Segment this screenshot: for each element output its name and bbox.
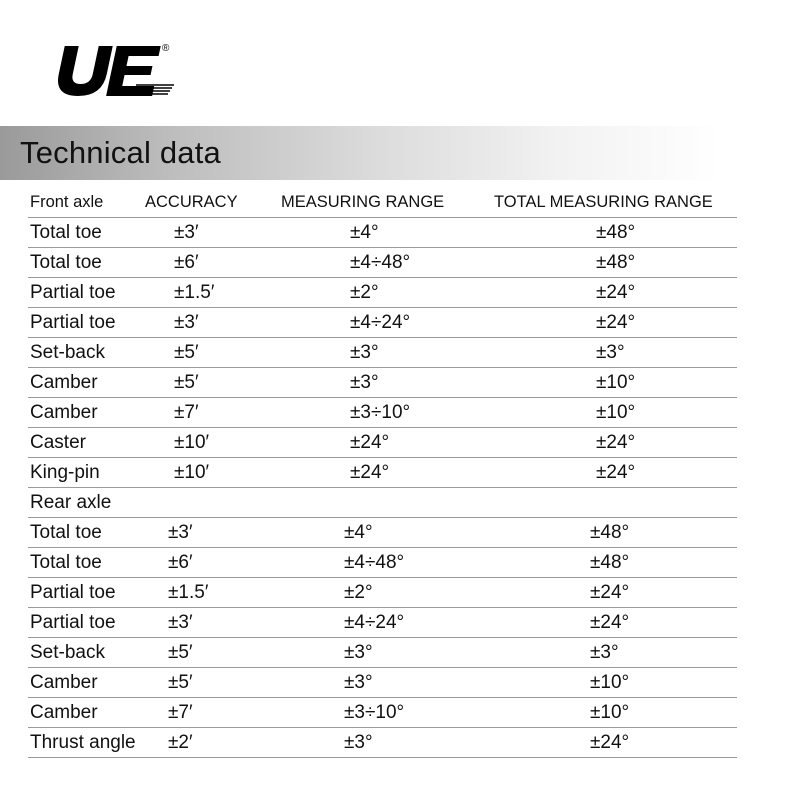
accuracy-cell: ±6′: [168, 552, 193, 573]
header-front-axle: Front axle: [30, 193, 104, 211]
measuring-range-cell: ±3÷10°: [344, 702, 405, 723]
measuring-range-cell: ±3°: [350, 372, 379, 393]
total-measuring-range-cell: ±48°: [596, 252, 636, 273]
measuring-range-cell: ±3°: [344, 672, 373, 693]
table-row: [28, 548, 737, 578]
accuracy-cell: ±3′: [168, 522, 193, 543]
parameter-cell: Camber: [30, 702, 98, 723]
measuring-range-cell: ±4÷48°: [344, 552, 405, 573]
measuring-range-cell: ±3÷10°: [350, 402, 411, 423]
measuring-range-cell: ±4°: [350, 222, 379, 243]
parameter-cell: Total toe: [30, 522, 102, 543]
accuracy-cell: ±5′: [174, 372, 199, 393]
parameter-cell: Camber: [30, 402, 98, 423]
total-measuring-range-cell: ±24°: [596, 312, 636, 333]
total-measuring-range-cell: ±3°: [596, 342, 625, 363]
accuracy-cell: ±3′: [168, 612, 193, 633]
parameter-cell: Set-back: [30, 342, 105, 363]
parameter-cell: Camber: [30, 672, 98, 693]
accuracy-cell: ±6′: [174, 252, 199, 273]
accuracy-cell: ±10′: [174, 432, 210, 453]
table-row: [28, 428, 737, 458]
table-row: [28, 458, 737, 488]
measuring-range-cell: ±4÷48°: [350, 252, 411, 273]
accuracy-cell: ±7′: [168, 702, 193, 723]
table-row: [28, 398, 737, 428]
table-row: [28, 728, 737, 758]
table-row: [28, 218, 737, 248]
header-measuring-range: MEASURING RANGE: [281, 193, 445, 211]
accuracy-cell: ±5′: [168, 672, 193, 693]
accuracy-cell: ±7′: [174, 402, 199, 423]
parameter-cell: King-pin: [30, 462, 100, 483]
accuracy-cell: ±1.5′: [174, 282, 215, 303]
accuracy-cell: ±5′: [174, 342, 199, 363]
parameter-cell: Camber: [30, 372, 98, 393]
parameter-cell: Partial toe: [30, 612, 116, 633]
measuring-range-cell: ±24°: [350, 432, 390, 453]
measuring-range-cell: ±2°: [344, 582, 373, 603]
parameter-cell: Set-back: [30, 642, 105, 663]
ue-logo: [52, 40, 177, 100]
parameter-cell: Total toe: [30, 552, 102, 573]
total-measuring-range-cell: ±24°: [590, 732, 630, 753]
parameter-cell: Partial toe: [30, 582, 116, 603]
total-measuring-range-cell: ±10°: [590, 672, 630, 693]
measuring-range-cell: ±3°: [344, 732, 373, 753]
parameter-cell: Total toe: [30, 252, 102, 273]
table-row: [28, 578, 737, 608]
total-measuring-range-cell: ±10°: [590, 702, 630, 723]
page-title: Technical data: [20, 135, 221, 170]
accuracy-cell: ±3′: [174, 312, 199, 333]
table-row: [28, 608, 737, 638]
total-measuring-range-cell: ±3°: [590, 642, 619, 663]
measuring-range-cell: ±4÷24°: [344, 612, 405, 633]
total-measuring-range-cell: ±24°: [596, 462, 636, 483]
total-measuring-range-cell: ±48°: [590, 552, 630, 573]
rear-axle-label: Rear axle: [30, 492, 112, 513]
total-measuring-range-cell: ±10°: [596, 402, 636, 423]
accuracy-cell: ±10′: [174, 462, 210, 483]
header-accuracy: ACCURACY: [145, 193, 238, 211]
table-row: [28, 698, 737, 728]
technical-data-table: [28, 187, 737, 758]
parameter-cell: Thrust angle: [30, 732, 136, 753]
total-measuring-range-cell: ±10°: [596, 372, 636, 393]
measuring-range-cell: ±24°: [350, 462, 390, 483]
total-measuring-range-cell: ±24°: [590, 582, 630, 603]
table-row: [28, 368, 737, 398]
accuracy-cell: ±5′: [168, 642, 193, 663]
measuring-range-cell: ±3°: [350, 342, 379, 363]
parameter-cell: Partial toe: [30, 312, 116, 333]
total-measuring-range-cell: ±24°: [596, 432, 636, 453]
total-measuring-range-cell: ±24°: [596, 282, 636, 303]
accuracy-cell: ±3′: [174, 222, 199, 243]
rear-axle-section-row: [28, 488, 737, 518]
section-banner: [0, 126, 800, 180]
table-row: [28, 518, 737, 548]
accuracy-cell: ±1.5′: [168, 582, 209, 603]
total-measuring-range-cell: ±48°: [590, 522, 630, 543]
table-row: [28, 308, 737, 338]
measuring-range-cell: ±2°: [350, 282, 379, 303]
parameter-cell: Caster: [30, 432, 86, 453]
table-row: [28, 638, 737, 668]
table-row: [28, 668, 737, 698]
total-measuring-range-cell: ±48°: [596, 222, 636, 243]
table-header-row: [28, 187, 737, 218]
total-measuring-range-cell: ±24°: [590, 612, 630, 633]
accuracy-cell: ±2′: [168, 732, 193, 753]
table-row: [28, 338, 737, 368]
measuring-range-cell: ±4°: [344, 522, 373, 543]
measuring-range-cell: ±4÷24°: [350, 312, 411, 333]
table-row: [28, 278, 737, 308]
measuring-range-cell: ±3°: [344, 642, 373, 663]
registered-trademark: ®: [162, 43, 170, 54]
parameter-cell: Partial toe: [30, 282, 116, 303]
table-row: [28, 248, 737, 278]
parameter-cell: Total toe: [30, 222, 102, 243]
header-total-measuring-range: TOTAL MEASURING RANGE: [494, 193, 713, 211]
